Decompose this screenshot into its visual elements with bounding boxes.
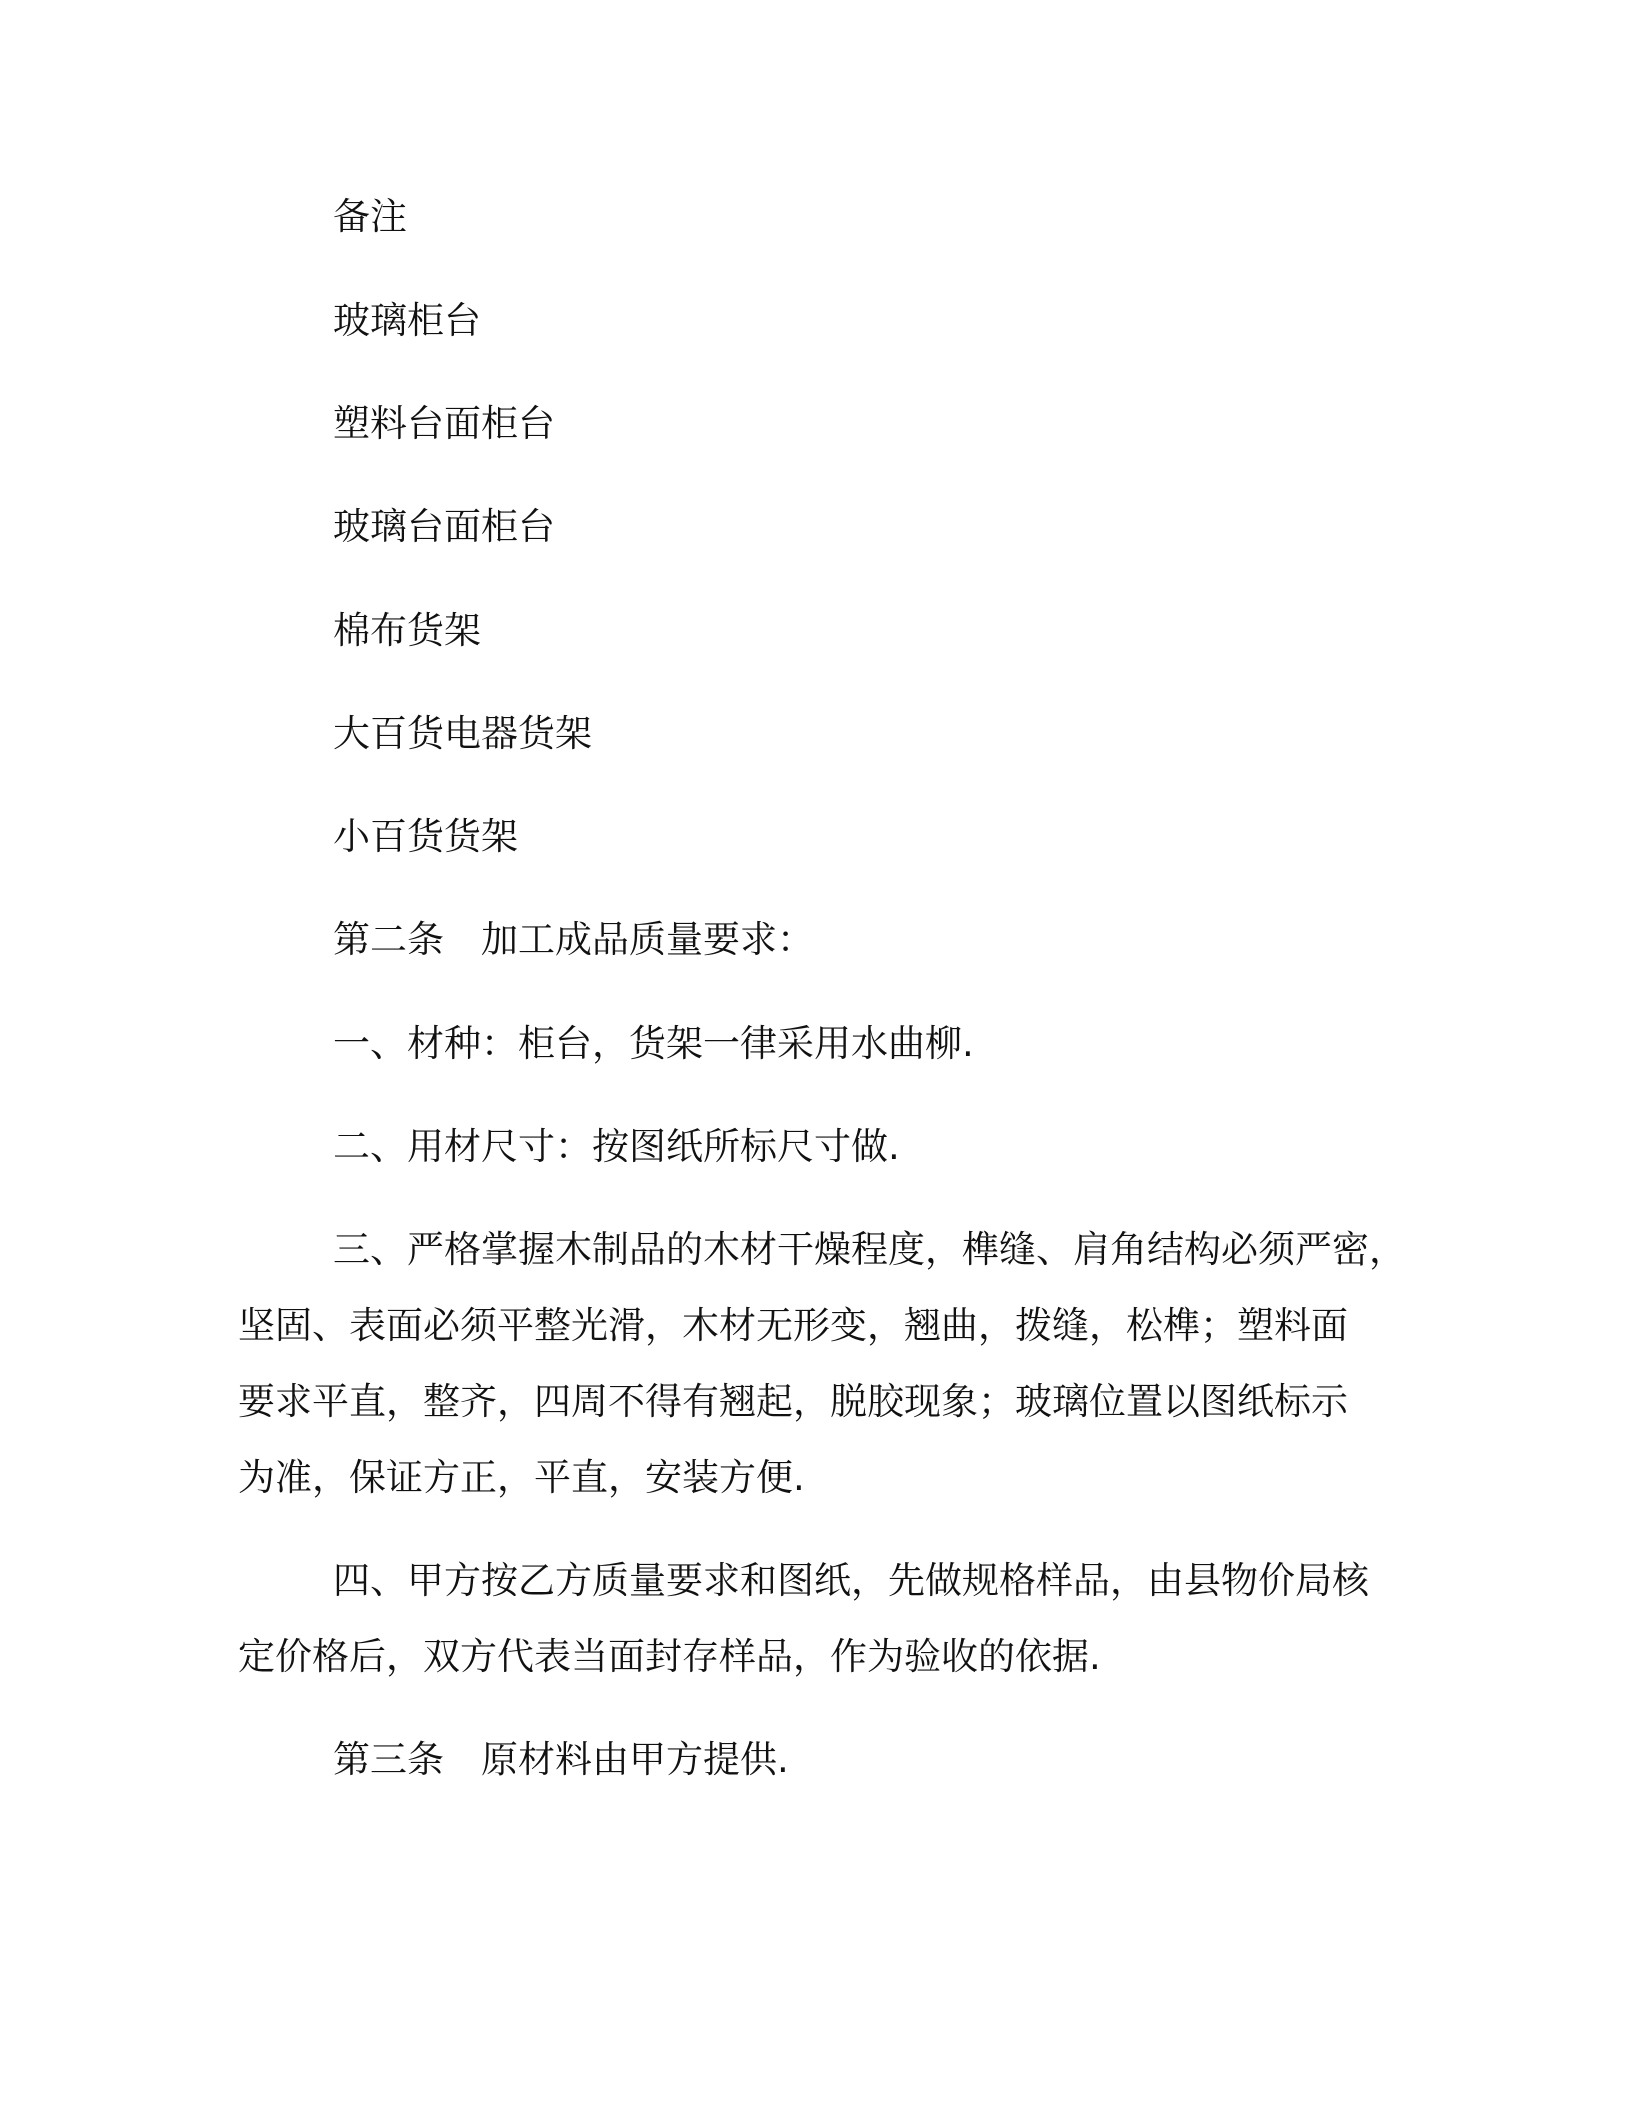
item-suliao-taimian-guitai: 塑料台面柜台	[333, 402, 555, 445]
article2-item1: 一、材种：柜台，货架一律采用水曲柳.	[333, 1022, 974, 1065]
item-mianbu-huojia: 棉布货架	[333, 609, 481, 652]
item-beizhu: 备注	[333, 195, 407, 238]
item-dabaihuo-dianqi-huojia: 大百货电器货架	[333, 712, 592, 755]
article2-item4-line2: 定价格后，双方代表当面封存样品，作为验收的依据.	[238, 1635, 1101, 1678]
article2-item4-line1: 四、甲方按乙方质量要求和图纸，先做规格样品，由县物价局核	[333, 1559, 1369, 1602]
article2-item3-line4: 为准，保证方正，平直，安装方便.	[238, 1456, 805, 1499]
article2-heading: 第二条 加工成品质量要求：	[333, 918, 814, 961]
article2-item2: 二、用材尺寸：按图纸所标尺寸做.	[333, 1125, 900, 1168]
item-xiaobaihuo-huojia: 小百货货架	[333, 815, 518, 858]
article2-item3-line2: 坚固、表面必须平整光滑，木材无形变，翘曲，拨缝，松榫；塑料面	[238, 1304, 1348, 1347]
article2-item3-line1: 三、严格掌握木制品的木材干燥程度，榫缝、肩角结构必须严密，	[333, 1228, 1406, 1271]
item-boli-guitai: 玻璃柜台	[333, 299, 481, 342]
article2-item3-line3: 要求平直，整齐，四周不得有翘起，脱胶现象；玻璃位置以图纸标示	[238, 1380, 1348, 1423]
item-boli-taimian-guitai: 玻璃台面柜台	[333, 505, 555, 548]
article3-text: 第三条 原材料由甲方提供.	[333, 1738, 789, 1781]
